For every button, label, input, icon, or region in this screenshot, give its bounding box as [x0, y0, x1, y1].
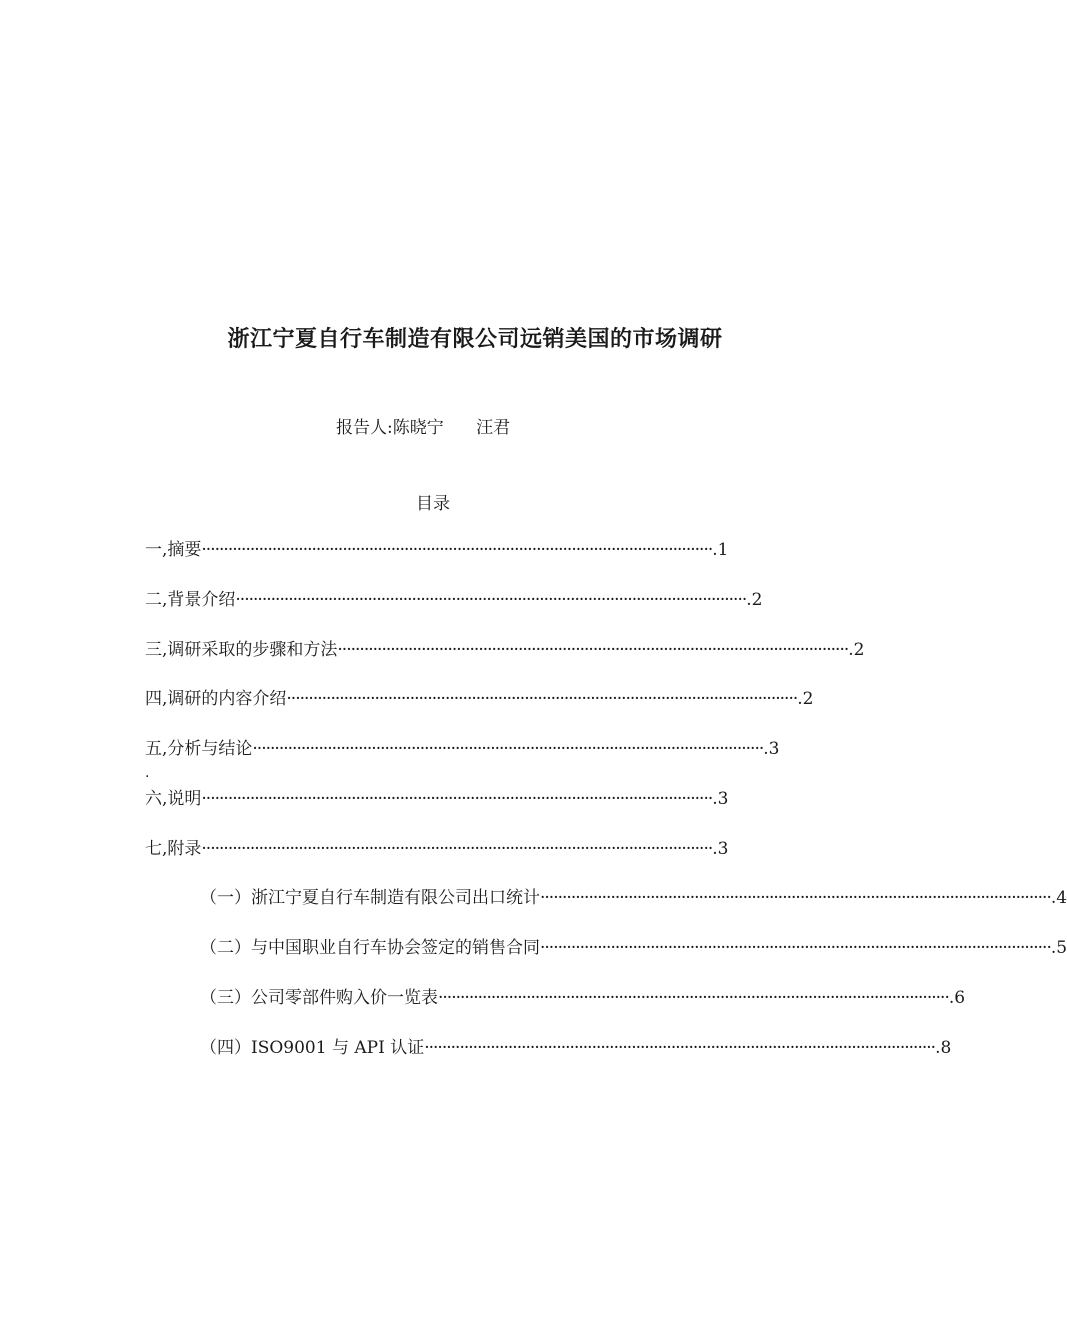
toc-dot-leader: ····················································································································	[201, 540, 713, 560]
toc-entry[interactable]	[145, 787, 729, 811]
toc-dot-leader: ····················································································································	[540, 888, 1051, 908]
toc-entry-page: .2	[746, 590, 763, 610]
toc-subentry[interactable]	[200, 886, 1067, 910]
toc-dot-leader: ····················································································································	[540, 938, 1051, 958]
document-title: 浙江宁夏自行车制造有限公司远销美国的市场调研	[227, 326, 723, 352]
toc-entry-page: .8	[935, 1038, 952, 1058]
toc-entry[interactable]	[145, 588, 763, 612]
toc-entry-page: .1	[712, 540, 729, 560]
toc-dot-leader: ····················································································································	[201, 789, 713, 809]
toc-entry-page: .3	[763, 739, 780, 759]
toc-entry[interactable]	[145, 837, 729, 861]
toc-subentry[interactable]	[200, 986, 966, 1010]
toc-dot-leader: ····················································································································	[424, 1038, 936, 1058]
toc-entry-label: 五,分析与结论	[145, 739, 253, 759]
toc-entry[interactable]	[145, 538, 729, 562]
toc-entry-page: .2	[848, 640, 865, 660]
toc-entry-label: 一,摘要	[145, 540, 202, 560]
toc-entry[interactable]	[145, 737, 780, 761]
toc-heading: 目录	[416, 494, 450, 514]
toc-entry[interactable]	[145, 638, 865, 662]
toc-entry-label: （二）与中国职业自行车协会签定的销售合同	[200, 938, 540, 958]
toc-entry-label: 三,调研采取的步骤和方法	[145, 640, 338, 660]
toc-entry-page: .3	[712, 839, 729, 859]
toc-dot-leader: ····················································································································	[252, 739, 764, 759]
toc-entry-label: （一）浙江宁夏自行车制造有限公司出口统计	[200, 888, 540, 908]
toc-entry-label: （四）ISO9001 与 API 认证	[200, 1038, 425, 1058]
toc-entry-page: .5	[1050, 938, 1067, 958]
toc-entry-page: .4	[1050, 888, 1067, 908]
toc-dot-leader: ····················································································································	[286, 689, 798, 709]
toc-entry-page: .3	[712, 789, 729, 809]
toc-entry-label: 二,背景介绍	[145, 590, 236, 610]
toc-entry-page: .6	[948, 988, 966, 1008]
toc-dot-leader: ····················································································································	[438, 988, 949, 1008]
toc-subentry[interactable]	[200, 936, 1067, 960]
toc-subentry[interactable]	[200, 1036, 952, 1060]
toc-entry-label: 四,调研的内容介绍	[145, 689, 287, 709]
toc-dot-leader: ····················································································································	[337, 640, 849, 660]
toc-entry-page: .2	[797, 689, 814, 709]
toc-dot-leader: ····················································································································	[235, 590, 747, 610]
toc-dot-leader: ····················································································································	[201, 839, 713, 859]
toc-entry[interactable]	[145, 687, 814, 711]
reporter-line: 报告人:陈晓宁 汪君	[336, 418, 511, 438]
toc-entry-label: （三）公司零部件购入价一览表	[200, 988, 438, 1008]
toc-entry-label: 七,附录	[145, 839, 202, 859]
toc-entry-label: 六,说明	[145, 789, 202, 809]
stray-dot-mark: .	[145, 765, 150, 781]
